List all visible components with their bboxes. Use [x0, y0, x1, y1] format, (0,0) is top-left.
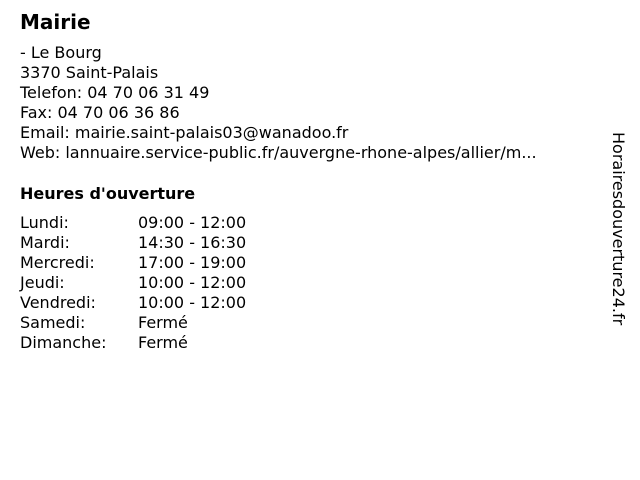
day-label: Dimanche: [20, 333, 107, 352]
time-range: Fermé [138, 313, 188, 332]
phone-number: Telefon: 04 70 06 31 49 [20, 83, 210, 102]
site-watermark: Horairesdouverture24.fr [609, 132, 628, 326]
website-link: Web: lannuaire.service-public.fr/auvergne-rhone-alpes/allier/m... [20, 143, 537, 162]
time-range: 10:00 - 12:00 [138, 293, 247, 312]
hours-row-wednesday [20, 253, 246, 273]
fax-number: Fax: 04 70 06 36 86 [20, 103, 180, 122]
hours-row-saturday [20, 313, 246, 333]
opening-hours-heading: Heures d'ouverture [20, 184, 196, 203]
street-address: - Le Bourg [20, 43, 102, 62]
hours-row-tuesday [20, 233, 246, 253]
time-range: 17:00 - 19:00 [138, 253, 247, 272]
time-range: 09:00 - 12:00 [138, 213, 247, 232]
page-title: Mairie [20, 10, 91, 34]
hours-row-sunday [20, 333, 246, 353]
day-label: Mercredi: [20, 253, 95, 272]
time-range: Fermé [138, 333, 188, 352]
opening-hours-table [20, 213, 246, 353]
day-label: Jeudi: [20, 273, 65, 292]
day-label: Mardi: [20, 233, 70, 252]
time-range: 10:00 - 12:00 [138, 273, 247, 292]
address-block [20, 43, 537, 163]
day-label: Samedi: [20, 313, 86, 332]
email-address: Email: mairie.saint-palais03@wanadoo.fr [20, 123, 349, 142]
hours-row-monday [20, 213, 246, 233]
day-label: Lundi: [20, 213, 69, 232]
time-range: 14:30 - 16:30 [138, 233, 247, 252]
hours-row-thursday [20, 273, 246, 293]
day-label: Vendredi: [20, 293, 96, 312]
city-postal: 3370 Saint-Palais [20, 63, 159, 82]
hours-row-friday [20, 293, 246, 313]
